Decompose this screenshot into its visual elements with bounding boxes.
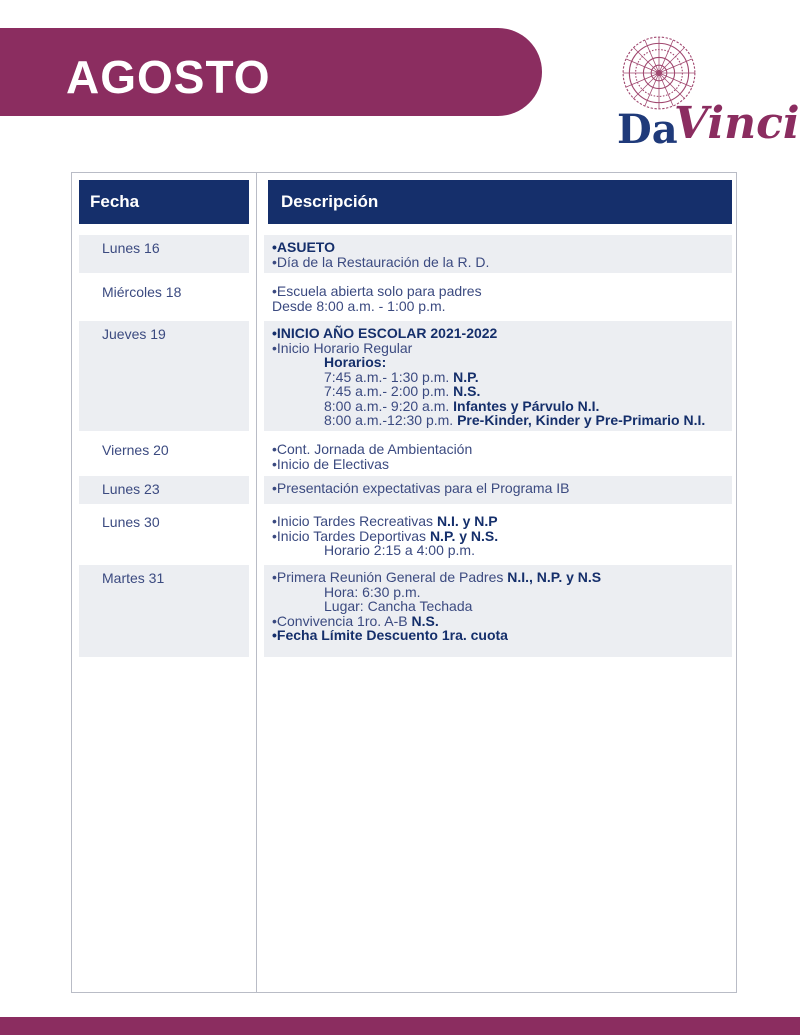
text: •Convivencia 1ro. A-B — [272, 612, 412, 629]
davinci-logo — [612, 34, 800, 154]
row-description — [272, 442, 742, 471]
bold-text: Pre-Kinder, Kinder y Pre-Primario N.I. — [457, 412, 706, 428]
description-line — [272, 413, 742, 428]
row-description — [272, 240, 742, 269]
bold-text: •ASUETO — [272, 239, 335, 255]
description-line — [272, 384, 742, 399]
row-date: Jueves 19 — [102, 326, 166, 342]
bold-text: N.S. — [453, 383, 481, 399]
text: •Cont. Jornada de Ambientación — [272, 441, 473, 457]
description-line — [272, 442, 742, 457]
bold-text: Infantes y Párvulo N.I. — [453, 397, 600, 414]
description-line — [272, 543, 742, 558]
description-line — [272, 326, 742, 341]
text: 7:45 a.m.- 2:00 p.m. — [324, 383, 454, 399]
row-description — [272, 326, 742, 428]
text: •Día de la Restauración de la R. D. — [272, 253, 490, 270]
description-line — [272, 529, 742, 544]
text: •Inicio Tardes Recreativas — [272, 513, 437, 529]
description-line — [272, 341, 742, 356]
row-date: Lunes 30 — [102, 514, 160, 530]
description-line — [272, 514, 742, 529]
text: Desde 8:00 a.m. - 1:00 p.m. — [272, 297, 446, 314]
description-line — [272, 599, 742, 614]
row-description — [272, 570, 742, 643]
text: •Primera Reunión General de Padres — [272, 569, 508, 585]
bold-text: N.I. y N.P — [436, 513, 498, 529]
column-divider — [256, 172, 257, 993]
bold-text: •INICIO AÑO ESCOLAR 2021-2022 — [272, 325, 498, 341]
row-date: Lunes 16 — [102, 240, 160, 256]
bold-text: N.I., N.P. y N.S — [507, 569, 602, 585]
description-line — [272, 481, 742, 496]
text: •Escuela abierta solo para padres — [272, 283, 482, 299]
row-date: Miércoles 18 — [102, 284, 182, 300]
row-description — [272, 284, 742, 313]
description-line — [272, 284, 742, 299]
text: Lugar: Cancha Techada — [324, 598, 473, 614]
description-line — [272, 628, 742, 643]
text: 8:00 a.m.- 9:20 a.m. — [324, 397, 454, 414]
description-line — [272, 355, 742, 370]
bold-text: •Fecha Límite Descuento 1ra. cuota — [272, 627, 508, 643]
text: •Inicio Horario Regular — [272, 339, 413, 356]
bold-text: N.P. — [453, 368, 479, 385]
description-line — [272, 255, 742, 270]
row-date: Viernes 20 — [102, 442, 169, 458]
text: 7:45 a.m.- 1:30 p.m. — [324, 368, 454, 385]
text: •Presentación expectativas para el Programa IB — [272, 480, 570, 496]
footer-bar — [0, 1017, 800, 1035]
logo-text-vinci: Vinci — [674, 98, 800, 149]
text: Hora: 6:30 p.m. — [324, 583, 421, 600]
description-line — [272, 570, 742, 585]
row-description — [272, 481, 742, 496]
description-line — [272, 299, 742, 314]
description-line — [272, 399, 742, 414]
description-line — [272, 370, 742, 385]
logo-text-da: Da — [617, 106, 678, 153]
row-description — [272, 514, 742, 558]
text: •Inicio Tardes Deportivas — [272, 527, 430, 544]
bold-text: Horarios: — [324, 354, 387, 370]
description-line — [272, 240, 742, 255]
description-line — [272, 614, 742, 629]
text: 8:00 a.m.-12:30 p.m. — [324, 412, 458, 428]
bold-text: N.S. — [411, 612, 439, 629]
row-date: Martes 31 — [102, 570, 165, 586]
header-descripcion: Descripción — [268, 180, 732, 224]
text: Horario 2:15 a 4:00 p.m. — [324, 542, 475, 558]
text: •Inicio de Electivas — [272, 455, 389, 472]
description-line — [272, 457, 742, 472]
header-fecha: Fecha — [79, 180, 249, 224]
description-line — [272, 585, 742, 600]
row-date: Lunes 23 — [102, 481, 160, 497]
bold-text: N.P. y N.S. — [429, 527, 499, 544]
page-title: AGOSTO — [66, 51, 271, 103]
